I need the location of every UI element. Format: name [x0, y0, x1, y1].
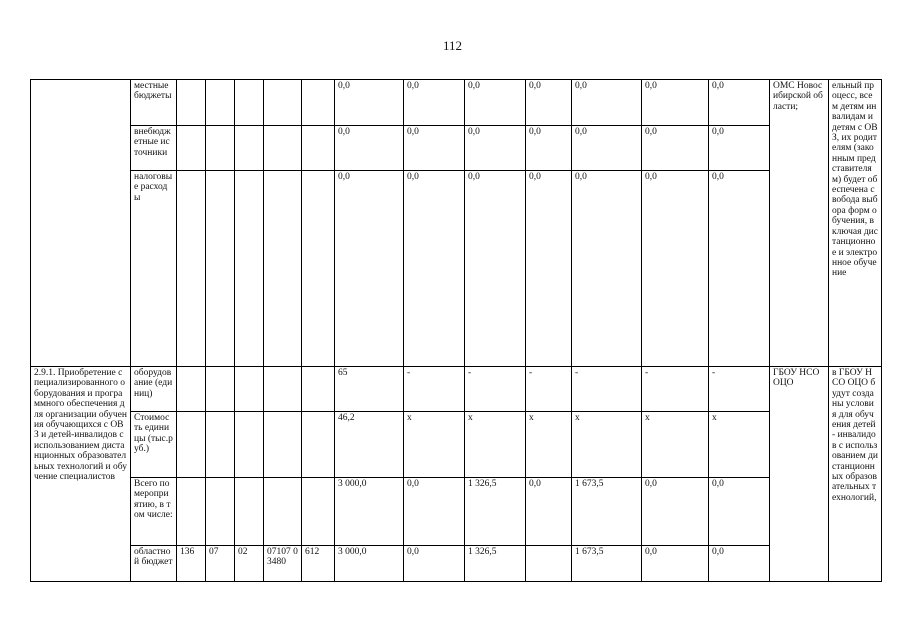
csr-cell [264, 412, 302, 478]
value-cell: 0,0 [709, 478, 770, 546]
funding-source-cell: Всего по мероприятию, в том числе: [131, 478, 177, 546]
funding-source-cell: Стоимость единицы (тыс.руб.) [131, 412, 177, 478]
value-cell: 0,0 [572, 171, 642, 367]
value-cell: 0,0 [404, 478, 465, 546]
value-cell: 0,0 [709, 80, 770, 126]
grbs-cell [177, 478, 206, 546]
grbs-cell [177, 367, 206, 412]
csr-cell [264, 367, 302, 412]
value-cell: x [526, 412, 572, 478]
value-cell: 0,0 [335, 171, 404, 367]
rz-cell [206, 367, 235, 412]
vr-cell [302, 478, 335, 546]
value-cell: 3 000,0 [335, 478, 404, 546]
table-row [31, 171, 882, 367]
csr-cell: 07107 03480 [264, 546, 302, 582]
funding-source-cell: налоговые расходы [131, 171, 177, 367]
table-row [31, 367, 882, 412]
value-cell: - [465, 367, 526, 412]
value-cell: 0,0 [465, 80, 526, 126]
value-cell: 1 326,5 [465, 546, 526, 582]
result-cell: ельный процесс, всем детям инвалидам и детям с ОВЗ, их родителям (законным представителям) будет обеспечена свобода выбора форм обучения, включая дистанционное и электронное обучение [829, 80, 882, 367]
vr-cell [302, 412, 335, 478]
funding-source-cell: оборудование (единиц) [131, 367, 177, 412]
pr-cell [235, 80, 264, 126]
grbs-cell [177, 80, 206, 126]
pr-cell [235, 126, 264, 171]
rz-cell [206, 126, 235, 171]
value-cell: 0,0 [404, 171, 465, 367]
grbs-cell [177, 171, 206, 367]
value-cell: 0,0 [709, 126, 770, 171]
value-cell: 1 673,5 [572, 546, 642, 582]
table-row [31, 412, 882, 478]
rz-cell: 07 [206, 546, 235, 582]
grbs-cell [177, 126, 206, 171]
value-cell: 3 000,0 [335, 546, 404, 582]
pr-cell [235, 367, 264, 412]
csr-cell [264, 478, 302, 546]
table-row [31, 126, 882, 171]
pr-cell [235, 412, 264, 478]
value-cell: 0,0 [642, 126, 709, 171]
rz-cell [206, 478, 235, 546]
csr-cell [264, 126, 302, 171]
value-cell: 0,0 [335, 126, 404, 171]
pr-cell: 02 [235, 546, 264, 582]
value-cell: 0,0 [526, 126, 572, 171]
csr-cell [264, 80, 302, 126]
value-cell: - [709, 367, 770, 412]
value-cell: 0,0 [404, 546, 465, 582]
pr-cell [235, 478, 264, 546]
table-row [31, 80, 882, 126]
funding-source-cell: внебюджетные источники [131, 126, 177, 171]
pr-cell [235, 171, 264, 367]
value-cell: 0,0 [404, 80, 465, 126]
value-cell: 0,0 [642, 171, 709, 367]
rz-cell [206, 412, 235, 478]
result-cell: в ГБОУ НСО ОЦО будут созданы условия для обучения детей - инвалидов с использованием дистанционных образовательных технологий, [829, 367, 882, 582]
value-cell: 0,0 [526, 80, 572, 126]
value-cell: 0,0 [709, 546, 770, 582]
measure-name-cell: 2.9.1. Приобретение специализированного оборудования и программного обеспечения для организации обучения обучающихся с ОВЗ и детей-инвалидов с использованием дистанционных образовательных технологий и обучение специалистов [31, 367, 131, 582]
grbs-cell [177, 412, 206, 478]
measure-cell-empty [31, 80, 131, 367]
rz-cell [206, 80, 235, 126]
funding-source-cell: местные бюджеты [131, 80, 177, 126]
value-cell: 0,0 [572, 126, 642, 171]
value-cell: - [642, 367, 709, 412]
value-cell: 65 [335, 367, 404, 412]
table-row [31, 478, 882, 546]
funding-source-cell: областной бюджет [131, 546, 177, 582]
value-cell: 0,0 [642, 478, 709, 546]
value-cell: 0,0 [465, 126, 526, 171]
executor-cell: ОМС Новосибирской области; [770, 80, 829, 367]
value-cell: 46,2 [335, 412, 404, 478]
vr-cell [302, 80, 335, 126]
value-cell: x [642, 412, 709, 478]
value-cell: - [572, 367, 642, 412]
page-number: 112 [442, 38, 463, 53]
value-cell: 0,0 [465, 171, 526, 367]
value-cell: 0,0 [642, 80, 709, 126]
budget-table [30, 79, 882, 582]
value-cell: 0,0 [572, 80, 642, 126]
grbs-cell: 136 [177, 546, 206, 582]
value-cell: 0,0 [642, 546, 709, 582]
executor-cell: ГБОУ НСО ОЦО [770, 367, 829, 582]
table-row [31, 546, 882, 582]
value-cell: 1 673,5 [572, 478, 642, 546]
rz-cell [206, 171, 235, 367]
vr-cell [302, 126, 335, 171]
vr-cell [302, 171, 335, 367]
value-cell: x [404, 412, 465, 478]
csr-cell [264, 171, 302, 367]
value-cell: 0,0 [526, 171, 572, 367]
value-cell: 0,0 [526, 478, 572, 546]
vr-cell: 612 [302, 546, 335, 582]
value-cell: 0,0 [404, 126, 465, 171]
value-cell: x [572, 412, 642, 478]
value-cell: - [404, 367, 465, 412]
value-cell: 0,0 [709, 171, 770, 367]
value-cell [526, 546, 572, 582]
value-cell: x [709, 412, 770, 478]
vr-cell [302, 367, 335, 412]
value-cell: 0,0 [335, 80, 404, 126]
value-cell: 1 326,5 [465, 478, 526, 546]
value-cell: - [526, 367, 572, 412]
value-cell: x [465, 412, 526, 478]
